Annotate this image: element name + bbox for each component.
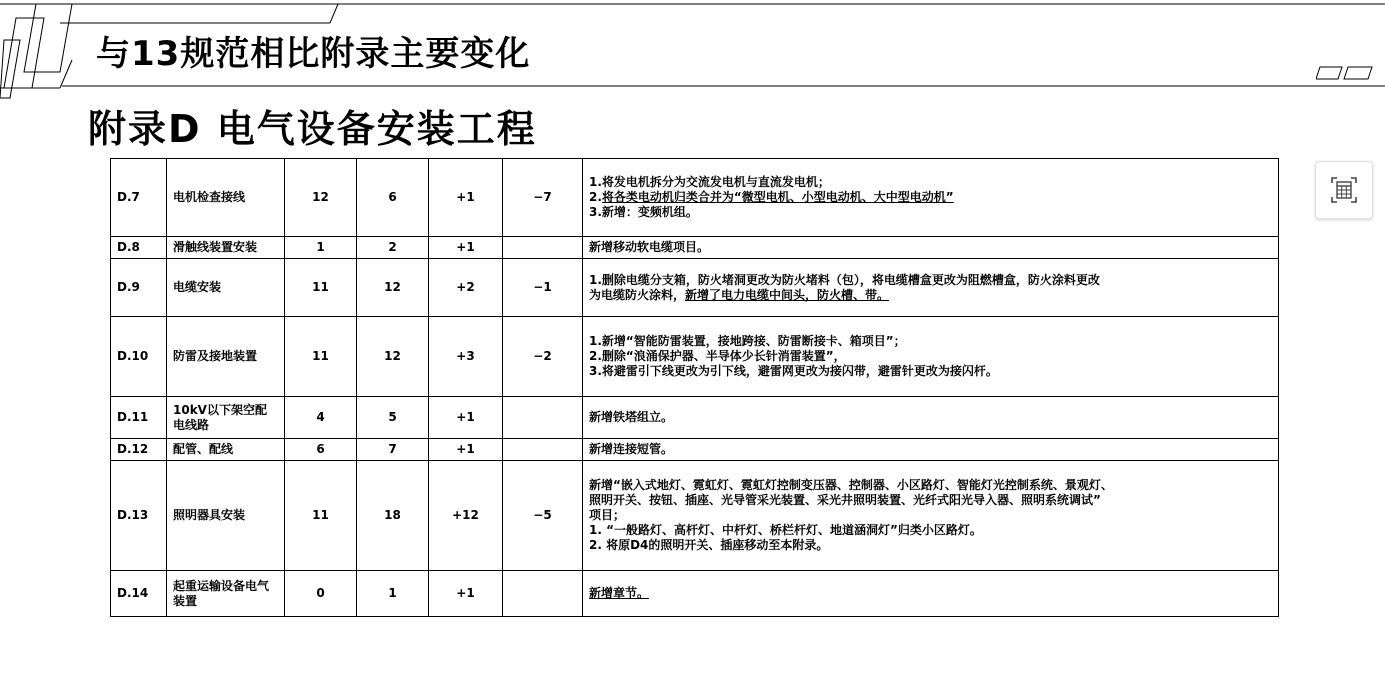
row-code: D.12: [111, 439, 167, 461]
row-code: D.11: [111, 397, 167, 439]
row-count-new: 18: [357, 461, 429, 571]
description-line: [589, 190, 1272, 205]
row-added: +1: [429, 439, 503, 461]
row-code: D.10: [111, 317, 167, 397]
row-count-13: 11: [285, 259, 357, 317]
description-line: [589, 478, 1272, 493]
row-count-new: 6: [357, 159, 429, 237]
description-underlined: 新增章节。: [589, 586, 650, 600]
description-underlined: 将各类电动机归类合并为“微型电机、小型电动机、大中型电动机”: [601, 190, 954, 204]
description-line: [589, 538, 1272, 553]
row-count-13: 12: [285, 159, 357, 237]
description-line: [589, 240, 1272, 255]
row-code: D.9: [111, 259, 167, 317]
corner-decoration: [1316, 66, 1374, 80]
row-count-new: 2: [357, 237, 429, 259]
row-added: +1: [429, 159, 503, 237]
row-description: [583, 439, 1279, 461]
description-line: [589, 586, 1272, 601]
row-added: +1: [429, 571, 503, 617]
row-added: +3: [429, 317, 503, 397]
description-line: [589, 349, 1272, 364]
row-count-13: 4: [285, 397, 357, 439]
row-name: 电机检查接线: [167, 159, 285, 237]
description-text: 新增连接短管。: [589, 442, 674, 456]
description-text: 2.: [589, 190, 602, 204]
row-name: 电缆安装: [167, 259, 285, 317]
row-code: D.7: [111, 159, 167, 237]
row-description: [583, 317, 1279, 397]
row-description: [583, 259, 1279, 317]
description-text: 1.删除电缆分支箱，防火堵洞更改为防火堵料（包），将电缆槽盒更改为阻燃槽盒，防火涂料更改: [589, 272, 1100, 287]
description-line: [589, 493, 1272, 508]
row-count-13: 6: [285, 439, 357, 461]
table-row: [111, 237, 1279, 259]
row-added: +1: [429, 397, 503, 439]
calculator-icon: [1329, 175, 1359, 205]
calculator-button[interactable]: [1315, 161, 1373, 219]
row-removed: −2: [503, 317, 583, 397]
row-count-new: 1: [357, 571, 429, 617]
row-count-new: 7: [357, 439, 429, 461]
row-description: [583, 571, 1279, 617]
table-row: [111, 571, 1279, 617]
description-text: 为电缆防火涂料，: [589, 287, 686, 302]
row-count-new: 12: [357, 317, 429, 397]
table-row: [111, 461, 1279, 571]
row-description: [583, 397, 1279, 439]
row-description: [583, 159, 1279, 237]
changes-table: [110, 158, 1279, 617]
description-text: 2. 将原D4的照明开关、插座移动至本附录。: [589, 538, 829, 552]
table-row: [111, 397, 1279, 439]
row-removed: [503, 397, 583, 439]
description-text: 新增“嵌入式地灯、霓虹灯、霓虹灯控制变压器、控制器、小区路灯、智能灯光控制系统、景观灯、: [589, 478, 1113, 492]
description-line: [589, 175, 1272, 190]
description-underlined: 新增了电力电缆中间头，防火槽、带。: [685, 287, 890, 302]
description-text: 1.新增“智能防雷装置，接地跨接、防雷断接卡、箱项目”；: [589, 334, 906, 348]
table-row: [111, 439, 1279, 461]
table-row: [111, 259, 1279, 317]
description-line: [589, 334, 1272, 349]
row-name: 照明器具安装: [167, 461, 285, 571]
description-text: 1. “一般路灯、高杆灯、中杆灯、桥栏杆灯、地道涵洞灯”归类小区路灯。: [589, 523, 982, 537]
description-line: [589, 205, 1272, 220]
description-text: 项目；: [589, 508, 626, 522]
row-removed: −7: [503, 159, 583, 237]
row-removed: [503, 237, 583, 259]
row-description: [583, 461, 1279, 571]
row-removed: [503, 439, 583, 461]
row-removed: −1: [503, 259, 583, 317]
row-code: D.14: [111, 571, 167, 617]
description-line: [589, 508, 1272, 523]
table-row: [111, 159, 1279, 237]
row-count-13: 11: [285, 461, 357, 571]
row-added: +2: [429, 259, 503, 317]
row-count-13: 1: [285, 237, 357, 259]
row-name: 10kV以下架空配电线路: [167, 397, 285, 439]
row-count-new: 5: [357, 397, 429, 439]
row-count-new: 12: [357, 259, 429, 317]
description-line: [589, 288, 1272, 303]
description-line: [589, 273, 1272, 288]
description-line: [589, 442, 1272, 457]
row-name: 滑触线装置安装: [167, 237, 285, 259]
description-text: 新增移动软电缆项目。: [589, 240, 710, 254]
row-count-13: 11: [285, 317, 357, 397]
description-text: 2.删除“浪涌保护器、半导体少长针消雷装置”，: [589, 349, 846, 363]
row-count-13: 0: [285, 571, 357, 617]
description-text: 3.新增：变频机组。: [589, 205, 698, 219]
section-title: 附录D 电气设备安装工程: [88, 107, 537, 151]
description-line: [589, 523, 1272, 538]
row-name: 配管、配线: [167, 439, 285, 461]
row-code: D.8: [111, 237, 167, 259]
description-text: 3.将避雷引下线更改为引下线，避雷网更改为接闪带，避雷针更改为接闪杆。: [589, 364, 998, 378]
page-title: 与13规范相比附录主要变化: [96, 34, 531, 74]
description-line: [589, 364, 1272, 379]
row-description: [583, 237, 1279, 259]
description-text: 1.将发电机拆分为交流发电机与直流发电机；: [589, 175, 830, 189]
row-added: +1: [429, 237, 503, 259]
row-name: 起重运输设备电气装置: [167, 571, 285, 617]
description-text: 新增铁塔组立。: [589, 410, 674, 424]
table-row: [111, 317, 1279, 397]
row-removed: −5: [503, 461, 583, 571]
row-code: D.13: [111, 461, 167, 571]
description-line: [589, 410, 1272, 425]
description-text: 照明开关、按钮、插座、光导管采光装置、采光井照明装置、光纤式阳光导入器、照明系统调试”: [589, 493, 1101, 507]
row-name: 防雷及接地装置: [167, 317, 285, 397]
row-removed: [503, 571, 583, 617]
row-added: +12: [429, 461, 503, 571]
